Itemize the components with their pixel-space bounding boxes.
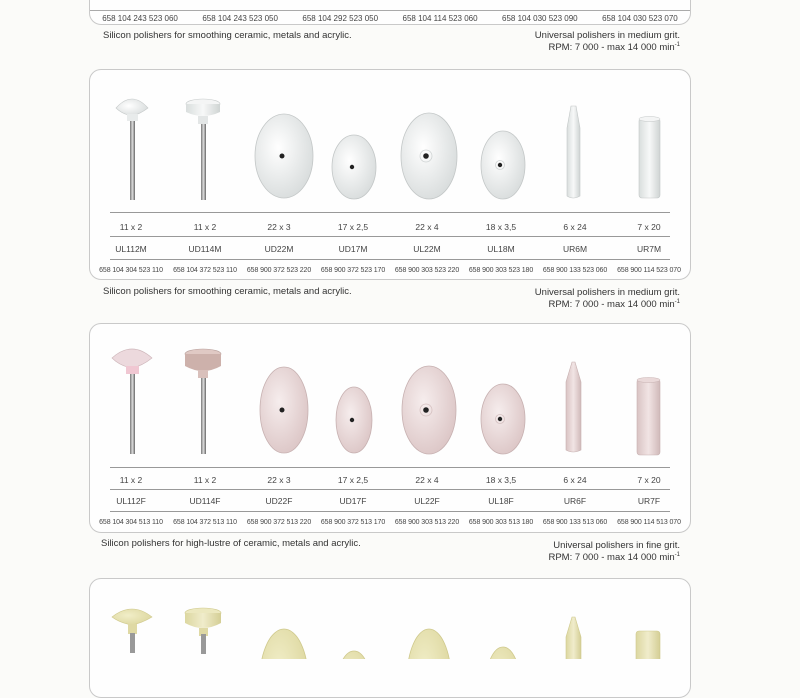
- medium-grit-rpm: RPM: 7 000 - max 14 000 $\min^{-1}$: [548, 299, 680, 311]
- product-code: 658 104 243 523 050: [202, 14, 278, 23]
- size-cell: 7 x 20: [637, 222, 661, 232]
- product-code: 658 104 114 523 060: [402, 14, 478, 23]
- model-cell: UR6F: [563, 496, 587, 506]
- polisher-disc-yellow-icon: [336, 651, 372, 659]
- model-cell: UL112M: [115, 244, 147, 254]
- model-cell: UR7M: [636, 244, 662, 254]
- size-row: [94, 471, 686, 489]
- product-code: 658 900 372 523 220: [246, 266, 312, 274]
- polisher-disc-yellow-icon: [407, 629, 451, 659]
- size-cell: 18 x 3,5: [485, 475, 517, 485]
- product-code: 658 104 372 523 110: [173, 266, 237, 274]
- code-row: [94, 513, 686, 531]
- size-cell: 11 x 2: [193, 475, 217, 485]
- product-code: 658 900 372 513 170: [320, 518, 386, 526]
- size-cell: 22 x 4: [415, 475, 439, 485]
- polisher-ur6f-icon: [566, 362, 581, 452]
- model-cell: UL18M: [487, 244, 515, 254]
- fine-grit-caption-left: Silicon polishers for high-lustre of ceramic, metals and acrylic.: [101, 538, 361, 549]
- polisher-point-yellow-icon: [566, 617, 581, 659]
- model-row: [94, 492, 686, 510]
- size-cell: 22 x 4: [415, 222, 439, 232]
- product-code: 658 900 114 513 070: [617, 518, 681, 526]
- product-code: 658 900 114 523 070: [617, 266, 681, 274]
- medium-grit-caption-right: Universal polishers in medium grit.: [534, 287, 680, 298]
- model-cell: UD22M: [264, 244, 294, 254]
- size-cell: 11 x 2: [119, 222, 143, 232]
- product-code: 658 104 030 523 070: [602, 14, 678, 23]
- model-row: [94, 240, 686, 258]
- model-cell: UD114F: [189, 496, 221, 506]
- polisher-ul112-yellow-icon: [112, 609, 152, 653]
- polisher-disc-yellow-icon: [485, 647, 521, 659]
- product-code: 658 900 372 523 170: [320, 266, 386, 274]
- polisher-ur7m-icon: [639, 117, 660, 199]
- product-code: 658 900 303 523 220: [394, 266, 460, 274]
- polisher-ul22f-icon: [402, 366, 456, 454]
- model-cell: UL18F: [488, 496, 514, 506]
- polisher-cylinder-yellow-icon: [636, 631, 660, 659]
- top-caption-left: Silicon polishers for smoothing ceramic, metals and acrylic.: [103, 30, 352, 41]
- polisher-ud17m-icon: [332, 135, 376, 199]
- polisher-images-row: [90, 70, 690, 210]
- medium-grit-panel: [89, 69, 691, 280]
- product-code: 658 900 133 523 060: [542, 266, 608, 274]
- size-row: [94, 218, 686, 236]
- code-row: [94, 261, 686, 279]
- product-code: 658 900 303 523 180: [468, 266, 534, 274]
- model-cell: UR6M: [562, 244, 588, 254]
- top-codes-row: [90, 10, 690, 23]
- product-code: 658 104 304 513 110: [99, 518, 163, 526]
- polisher-disc-yellow-icon: [260, 629, 308, 659]
- fine-grit-panel: [89, 323, 691, 533]
- polisher-ur6m-icon: [567, 106, 580, 198]
- polisher-images-row: [90, 579, 690, 659]
- model-cell: UL112F: [116, 496, 146, 506]
- size-cell: 11 x 2: [193, 222, 217, 232]
- model-cell: UR7F: [637, 496, 661, 506]
- extra-fine-panel: [89, 578, 691, 698]
- model-cell: UD17F: [339, 496, 367, 506]
- polisher-ul112m-icon: [116, 99, 148, 200]
- model-cell: UD17M: [338, 244, 368, 254]
- product-code: 658 104 030 523 090: [502, 14, 578, 23]
- product-code: 658 900 372 513 220: [246, 518, 312, 526]
- fine-grit-rpm: RPM: 7 000 - max 14 000 $\min^{-1}$: [548, 552, 680, 564]
- model-cell: UL22M: [413, 244, 441, 254]
- product-code: 658 104 372 513 110: [173, 518, 237, 526]
- product-code: 658 900 303 513 220: [394, 518, 460, 526]
- model-cell: UL22F: [414, 496, 440, 506]
- top-caption-right-grit: Universal polishers in medium grit.: [534, 30, 680, 41]
- polisher-ul18f-icon: [481, 384, 525, 454]
- polisher-ud114-yellow-icon: [185, 608, 221, 654]
- size-cell: 6 x 24: [563, 222, 587, 232]
- model-cell: UD22F: [265, 496, 293, 506]
- size-cell: 22 x 3: [267, 475, 291, 485]
- size-cell: 18 x 3,5: [485, 222, 517, 232]
- fine-grit-caption-right: Universal polishers in fine grit.: [553, 540, 680, 551]
- size-cell: 22 x 3: [267, 222, 291, 232]
- polisher-images-row: [90, 324, 690, 464]
- polisher-ud22m-icon: [255, 114, 313, 198]
- size-cell: 17 x 2,5: [337, 222, 369, 232]
- product-code: 658 104 292 523 050: [302, 14, 379, 23]
- polisher-ud17f-icon: [336, 387, 372, 453]
- size-cell: 17 x 2,5: [337, 475, 369, 485]
- product-code: 658 104 304 523 110: [99, 266, 163, 274]
- top-product-panel: [89, 0, 691, 25]
- product-code: 658 104 243 523 060: [102, 14, 178, 23]
- model-cell: UD114M: [188, 244, 222, 254]
- polisher-ud114f-icon: [185, 349, 221, 454]
- polisher-ur7f-icon: [637, 378, 660, 456]
- size-cell: 11 x 2: [119, 475, 143, 485]
- product-code: 658 900 303 513 180: [468, 518, 534, 526]
- polisher-ul22m-icon: [401, 113, 457, 199]
- size-cell: 6 x 24: [563, 475, 587, 485]
- polisher-ud22f-icon: [260, 367, 308, 453]
- size-cell: 7 x 20: [637, 475, 661, 485]
- product-code: 658 900 133 513 060: [542, 518, 608, 526]
- medium-grit-caption-left: Silicon polishers for smoothing ceramic, metals and acrylic.: [103, 286, 352, 297]
- polisher-ul112f-icon: [112, 349, 152, 454]
- top-caption-right-rpm: RPM: 7 000 - max 14 000 $\min^{-1}$: [548, 42, 680, 54]
- polisher-ul18m-icon: [481, 131, 525, 199]
- polisher-ud114m-icon: [186, 99, 220, 200]
